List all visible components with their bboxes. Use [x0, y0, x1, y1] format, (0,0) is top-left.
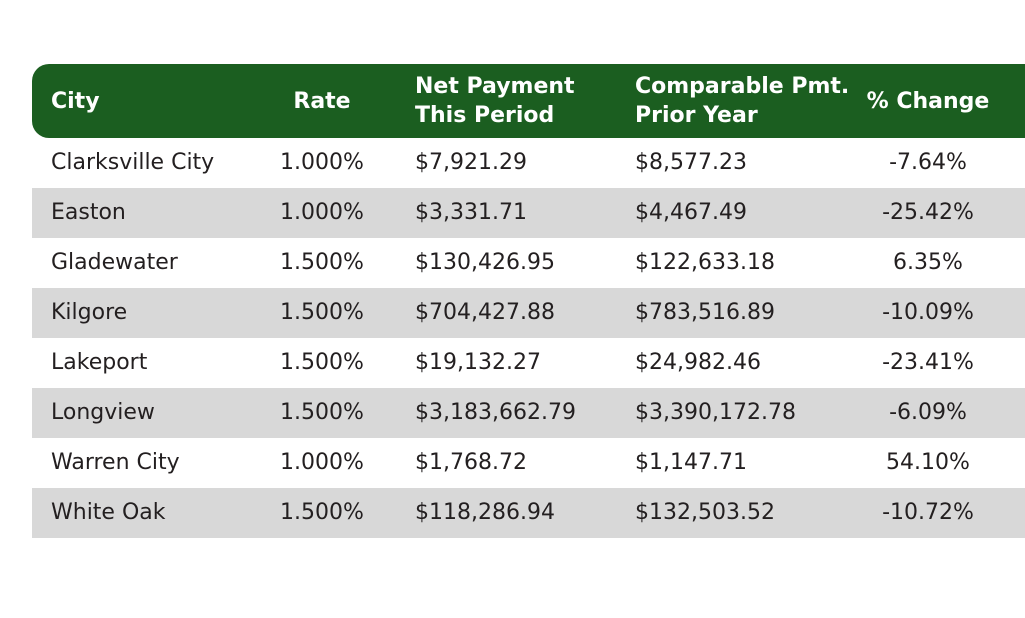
table-row — [32, 188, 1025, 238]
cell-prior-year: $132,503.52 — [635, 500, 775, 525]
cell-percent-change: -10.72% — [882, 500, 974, 525]
table-row — [32, 338, 1025, 388]
table-row — [32, 238, 1025, 288]
cell-city: Clarksville City — [51, 150, 215, 175]
cell-rate: 1.000% — [280, 450, 364, 475]
cell-city: White Oak — [51, 500, 166, 525]
cell-rate: 1.500% — [280, 500, 364, 525]
cell-prior-year: $4,467.49 — [635, 200, 747, 225]
cell-net-payment: $704,427.88 — [415, 300, 555, 325]
cell-city: Easton — [51, 200, 126, 225]
cell-net-payment: $7,921.29 — [415, 150, 527, 175]
cell-net-payment: $3,183,662.79 — [415, 400, 576, 425]
cell-prior-year: $1,147.71 — [635, 450, 747, 475]
cell-percent-change: -23.41% — [882, 350, 974, 375]
cell-net-payment: $3,331.71 — [415, 200, 527, 225]
cell-prior-year: $24,982.46 — [635, 350, 761, 375]
header-city-label: City — [51, 88, 100, 114]
cell-prior-year: $783,516.89 — [635, 300, 775, 325]
cell-percent-change: -6.09% — [889, 400, 967, 425]
cell-city: Kilgore — [51, 300, 128, 325]
header-rate — [280, 64, 364, 138]
header-percent-change-label: % Change — [866, 88, 990, 114]
cell-city: Gladewater — [51, 250, 178, 275]
table-header — [32, 64, 1025, 138]
header-net-payment-line1: Net Payment — [415, 74, 575, 99]
cell-city: Warren City — [51, 450, 180, 475]
cell-rate: 1.500% — [280, 250, 364, 275]
cell-percent-change: -7.64% — [889, 150, 967, 175]
cell-percent-change: -25.42% — [882, 200, 974, 225]
header-percent-change — [862, 64, 994, 138]
header-city — [51, 64, 100, 138]
cell-prior-year: $8,577.23 — [635, 150, 747, 175]
header-net-payment — [415, 64, 575, 138]
cell-prior-year: $3,390,172.78 — [635, 400, 796, 425]
cell-percent-change: 6.35% — [893, 250, 963, 275]
cell-rate: 1.500% — [280, 400, 364, 425]
table-body — [32, 138, 1025, 538]
table-row — [32, 388, 1025, 438]
cell-city: Lakeport — [51, 350, 148, 375]
cell-rate: 1.000% — [280, 150, 364, 175]
cell-prior-year: $122,633.18 — [635, 250, 775, 275]
cell-net-payment: $130,426.95 — [415, 250, 555, 275]
table-row — [32, 288, 1025, 338]
cell-percent-change: -10.09% — [882, 300, 974, 325]
cell-rate: 1.500% — [280, 300, 364, 325]
cell-net-payment: $118,286.94 — [415, 500, 555, 525]
header-prior-year-line1: Comparable Pmt. — [635, 74, 850, 99]
cell-net-payment: $19,132.27 — [415, 350, 541, 375]
table-row — [32, 138, 1025, 188]
header-rate-label: Rate — [293, 88, 351, 114]
header-prior-year-line2: Prior Year — [635, 103, 758, 128]
cell-net-payment: $1,768.72 — [415, 450, 527, 475]
table-row — [32, 438, 1025, 488]
header-net-payment-line2: This Period — [415, 103, 555, 128]
sales-tax-table — [32, 64, 1025, 538]
cell-city: Longview — [51, 400, 155, 425]
cell-rate: 1.000% — [280, 200, 364, 225]
table-row — [32, 488, 1025, 538]
cell-percent-change: 54.10% — [886, 450, 970, 475]
cell-rate: 1.500% — [280, 350, 364, 375]
header-prior-year — [635, 64, 849, 138]
